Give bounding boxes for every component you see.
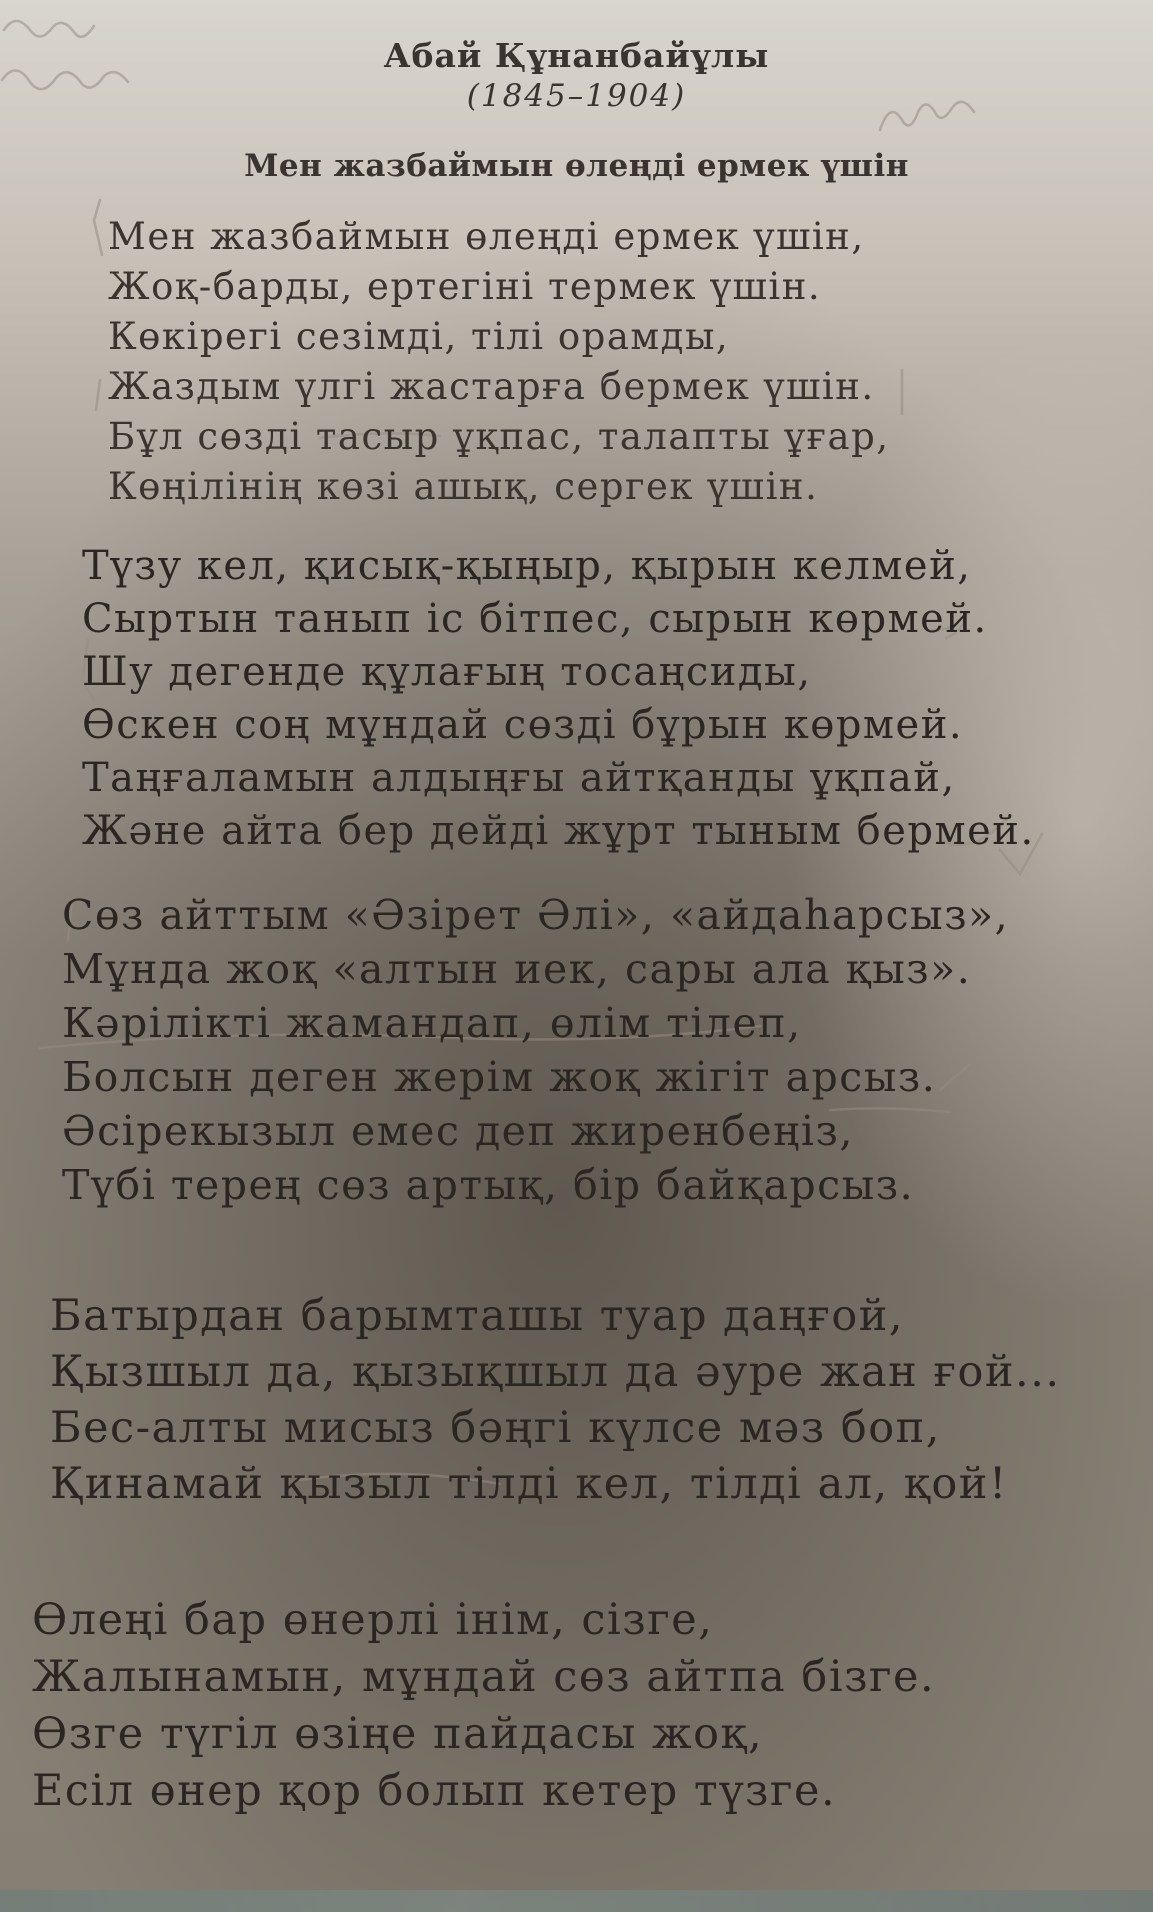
poem-line: Бес-алты мисыз бәңгі күлсе мәз боп, bbox=[50, 1403, 941, 1453]
poem-line: Болсын деген жерім жоқ жігіт арсыз. bbox=[62, 1053, 937, 1101]
poem-line: Өзге түгіл өзіңе пайдасы жоқ, bbox=[32, 1709, 764, 1759]
poem-line: Өскен соң мұндай сөзді бұрын көрмей. bbox=[82, 702, 964, 748]
bottom-decoration bbox=[0, 1890, 1153, 1912]
stanza-5 bbox=[32, 1592, 935, 1820]
poem-line: Қызшыл да, қызықшыл да әуре жан ғой... bbox=[50, 1347, 1061, 1397]
poem-line: Сыртын танып іс бітпес, сырын көрмей. bbox=[82, 596, 988, 642]
poem-line: Батырдан барымташы туар даңғой, bbox=[50, 1291, 905, 1341]
stanza-3 bbox=[62, 888, 1009, 1212]
stanza-1 bbox=[108, 212, 890, 512]
stanza-4 bbox=[50, 1288, 1061, 1512]
poem-line: Есіл өнер қор болып кетер түзге. bbox=[32, 1766, 837, 1816]
poem-line: Жоқ-барды, ертегіні термек үшін. bbox=[108, 265, 822, 308]
poem-line: Жаздым үлгі жастарға бермек үшін. bbox=[108, 365, 875, 408]
poem-line: Қинамай қызыл тілді кел, тілді ал, қой! bbox=[50, 1459, 1008, 1509]
poem-line: Шу дегенде құлағың тосаңсиды, bbox=[82, 649, 812, 695]
poem-line: Түзу кел, қисық-қыңыр, қырын келмей, bbox=[82, 543, 972, 589]
poem-line: Өлеңі бар өнерлі інім, сізге, bbox=[32, 1595, 714, 1645]
poem-line: Сөз айттым «Әзірет Әлі», «айдаһарсыз», bbox=[62, 891, 1010, 939]
poem-line: Көкірегі сезімді, тілі орамды, bbox=[108, 315, 730, 358]
poem-title: Мен жазбаймын өлеңді ермек үшін bbox=[244, 148, 909, 184]
poem-line: Және айта бер дейді жұрт тыным бермей. bbox=[82, 808, 1035, 854]
author-name: Абай Құнанбайұлы bbox=[383, 36, 770, 75]
poem-line: Түбі терең сөз артық, бір байқарсыз. bbox=[62, 1161, 915, 1209]
poem-line: Таңғаламын алдыңғы айтқанды ұқпай, bbox=[82, 755, 956, 801]
poem-line: Мен жазбаймын өлеңді ермек үшін, bbox=[108, 215, 865, 258]
poem-line: Көңілінің көзі ашық, сергек үшін. bbox=[108, 465, 819, 508]
poem-line: Жалынамын, мұндай сөз айтпа бізге. bbox=[32, 1652, 936, 1702]
poem-line: Кәрілікті жамандап, өлім тілеп, bbox=[62, 999, 802, 1047]
poem-line: Әсірекызыл емес деп жиренбеңіз, bbox=[62, 1107, 854, 1155]
poem-line: Мұнда жоқ «алтын иек, сары ала қыз». bbox=[62, 945, 972, 993]
stanza-2 bbox=[82, 540, 1035, 858]
author-years: (1845–1904) bbox=[466, 78, 687, 114]
poem-line: Бұл сөзді тасыр ұқпас, талапты ұғар, bbox=[108, 415, 890, 458]
